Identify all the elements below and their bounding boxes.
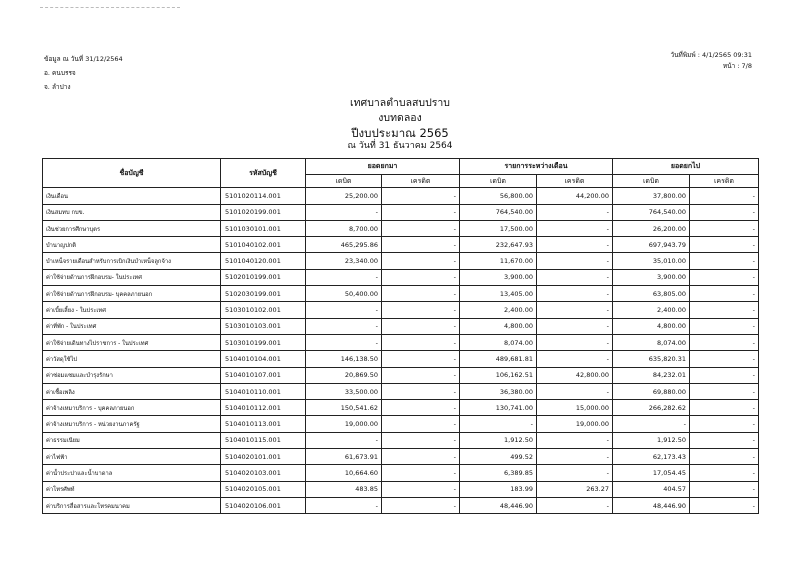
table-row [43, 334, 759, 350]
cell-cf-debit: 48,446.90 [613, 497, 690, 513]
cell-m-debit: 1,912.50 [460, 432, 537, 448]
cell-bf-credit: - [382, 220, 460, 236]
cell-cf-debit: 3,900.00 [613, 269, 690, 285]
cell-cf-debit: 266,282.62 [613, 400, 690, 416]
cell-m-debit: 2,400.00 [460, 302, 537, 318]
data-as-of: ข้อมูล ณ วันที่ 31/12/2564 [44, 55, 123, 63]
cell-m-debit: 4,800.00 [460, 318, 537, 334]
cell-bf-credit: - [382, 367, 460, 383]
cell-bf-credit: - [382, 497, 460, 513]
cell-m-debit: 48,446.90 [460, 497, 537, 513]
cell-bf-credit: - [382, 237, 460, 253]
col-monthly: รายการระหว่างเดือน [460, 159, 613, 175]
table-row [43, 220, 759, 236]
table-row [43, 237, 759, 253]
cell-cf-debit: 26,200.00 [613, 220, 690, 236]
cell-account-name: ค่าใช้จ่ายด้านการฝึกอบรม- บุคคลภายนอก [43, 286, 221, 302]
cell-bf-debit: - [306, 269, 382, 285]
cell-m-credit: - [537, 334, 613, 350]
cell-cf-debit: 635,820.31 [613, 351, 690, 367]
cell-account-name: ค่าใช้จ่ายด้านการฝึกอบรม- ในประเทศ [43, 269, 221, 285]
cell-cf-debit: 4,800.00 [613, 318, 690, 334]
col-bf-credit: เครดิต [382, 175, 460, 188]
cell-bf-credit: - [382, 465, 460, 481]
cell-m-debit: 8,074.00 [460, 334, 537, 350]
cell-m-debit: 232,647.93 [460, 237, 537, 253]
cell-bf-debit: 19,000.00 [306, 416, 382, 432]
cell-cf-credit: - [690, 318, 759, 334]
table-row [43, 302, 759, 318]
cell-bf-credit: - [382, 302, 460, 318]
cell-m-debit: 56,800.00 [460, 188, 537, 204]
cell-account-name: ค่าบริการสื่อสารและโทรคมนาคม [43, 497, 221, 513]
cell-m-credit: - [537, 383, 613, 399]
table-row [43, 400, 759, 416]
cell-m-credit: - [537, 237, 613, 253]
cell-account-code: 5104010107.001 [221, 367, 306, 383]
cell-account-name: ค่าไฟฟ้า [43, 449, 221, 465]
cell-account-code: 5103010103.001 [221, 318, 306, 334]
cell-cf-debit: 37,800.00 [613, 188, 690, 204]
cell-m-debit: - [460, 416, 537, 432]
cell-account-name: ค่าใช้จ่ายเดินทางไปราชการ - ในประเทศ [43, 334, 221, 350]
cell-cf-debit: - [613, 416, 690, 432]
district: อ. คนบรรจ [44, 69, 76, 77]
cell-cf-credit: - [690, 497, 759, 513]
cell-account-name: ค่าเชื้อเพลิง [43, 383, 221, 399]
cell-bf-debit: - [306, 204, 382, 220]
report-meta-left [44, 52, 123, 94]
table-row [43, 351, 759, 367]
col-m-debit: เดบิต [460, 175, 537, 188]
cell-cf-credit: - [690, 432, 759, 448]
cell-m-credit: 263.27 [537, 481, 613, 497]
cell-bf-debit: - [306, 334, 382, 350]
cell-bf-debit: 150,541.62 [306, 400, 382, 416]
cell-cf-credit: - [690, 286, 759, 302]
cell-cf-debit: 35,010.00 [613, 253, 690, 269]
cell-m-credit: - [537, 204, 613, 220]
cell-bf-debit: 61,673.91 [306, 449, 382, 465]
cell-cf-debit: 8,074.00 [613, 334, 690, 350]
cell-bf-credit: - [382, 204, 460, 220]
cell-account-name: เงินเดือน [43, 188, 221, 204]
cell-account-name: ค่าจ้างเหมาบริการ - หน่วยงานภาครัฐ [43, 416, 221, 432]
cell-bf-debit: 483.85 [306, 481, 382, 497]
col-account-code: รหัสบัญชี [221, 159, 306, 188]
cell-m-debit: 183.99 [460, 481, 537, 497]
cell-account-code: 5104020101.001 [221, 449, 306, 465]
cell-cf-credit: - [690, 449, 759, 465]
cell-bf-debit: - [306, 497, 382, 513]
fiscal-year: ปีงบประมาณ 2565 [351, 126, 449, 140]
page-number: หน้า : 7/8 [722, 62, 752, 70]
cell-account-code: 5101040120.001 [221, 253, 306, 269]
cell-account-code: 5104020103.001 [221, 465, 306, 481]
cell-bf-credit: - [382, 383, 460, 399]
cell-bf-credit: - [382, 400, 460, 416]
cell-account-code: 5101030101.001 [221, 220, 306, 236]
cell-bf-debit: 25,200.00 [306, 188, 382, 204]
cell-m-credit: - [537, 286, 613, 302]
province: จ. ลำปาง [44, 83, 71, 91]
table-row [43, 465, 759, 481]
cell-account-code: 5103010199.001 [221, 334, 306, 350]
cell-account-name: ค่าซ่อมแซมและบำรุงรักษา [43, 367, 221, 383]
cell-cf-credit: - [690, 302, 759, 318]
table-row [43, 481, 759, 497]
col-bf-debit: เดบิต [306, 175, 382, 188]
cell-account-code: 5102030199.001 [221, 286, 306, 302]
cell-m-debit: 489,681.81 [460, 351, 537, 367]
cell-cf-credit: - [690, 334, 759, 350]
cell-bf-debit: 50,400.00 [306, 286, 382, 302]
cell-bf-debit: - [306, 432, 382, 448]
table-row [43, 416, 759, 432]
cell-account-code: 5104010113.001 [221, 416, 306, 432]
cell-cf-debit: 1,912.50 [613, 432, 690, 448]
cell-account-code: 5104010110.001 [221, 383, 306, 399]
cell-bf-credit: - [382, 286, 460, 302]
scan-artifact [40, 7, 180, 9]
table-row [43, 449, 759, 465]
cell-m-credit: - [537, 497, 613, 513]
cell-m-debit: 130,741.00 [460, 400, 537, 416]
table-row [43, 318, 759, 334]
cell-account-code: 5103010102.001 [221, 302, 306, 318]
col-account-name: ชื่อบัญชี [43, 159, 221, 188]
cell-cf-debit: 62,173.43 [613, 449, 690, 465]
report-titles [0, 96, 800, 152]
cell-bf-debit: 23,340.00 [306, 253, 382, 269]
cell-cf-credit: - [690, 465, 759, 481]
cell-cf-debit: 17,054.45 [613, 465, 690, 481]
cell-m-debit: 13,405.00 [460, 286, 537, 302]
cell-bf-credit: - [382, 449, 460, 465]
cell-m-debit: 3,900.00 [460, 269, 537, 285]
cell-cf-credit: - [690, 383, 759, 399]
org-name: เทศบาลตำบลสบปราบ [350, 97, 450, 109]
cell-m-debit: 6,389.85 [460, 465, 537, 481]
report-name: งบทดลอง [378, 112, 422, 124]
cell-account-name: บำนาญปกติ [43, 237, 221, 253]
cell-m-debit: 106,162.51 [460, 367, 537, 383]
cell-m-debit: 764,540.00 [460, 204, 537, 220]
table-row [43, 188, 759, 204]
cell-account-name: ค่าที่พัก - ในประเทศ [43, 318, 221, 334]
cell-m-credit: - [537, 465, 613, 481]
cell-m-credit: - [537, 269, 613, 285]
cell-m-credit: - [537, 253, 613, 269]
cell-cf-credit: - [690, 253, 759, 269]
cell-m-credit: 15,000.00 [537, 400, 613, 416]
cell-cf-debit: 697,943.79 [613, 237, 690, 253]
cell-m-credit: - [537, 318, 613, 334]
cell-cf-debit: 404.57 [613, 481, 690, 497]
cell-account-name: ค่าธรรมเนียม [43, 432, 221, 448]
table-row [43, 253, 759, 269]
col-cf-debit: เดบิต [613, 175, 690, 188]
cell-account-code: 5101020114.001 [221, 188, 306, 204]
cell-cf-credit: - [690, 400, 759, 416]
table-row [43, 383, 759, 399]
cell-account-code: 5104010112.001 [221, 400, 306, 416]
cell-cf-debit: 63,805.00 [613, 286, 690, 302]
cell-account-name: ค่าวัสดุใช้ไป [43, 351, 221, 367]
table-row [43, 367, 759, 383]
cell-cf-credit: - [690, 188, 759, 204]
cell-bf-credit: - [382, 269, 460, 285]
cell-bf-credit: - [382, 253, 460, 269]
cell-cf-credit: - [690, 220, 759, 236]
cell-bf-debit: - [306, 302, 382, 318]
table-row [43, 204, 759, 220]
cell-account-name: เงินช่วยการศึกษาบุตร [43, 220, 221, 236]
cell-account-code: 5101020199.001 [221, 204, 306, 220]
cell-m-debit: 11,670.00 [460, 253, 537, 269]
cell-bf-credit: - [382, 188, 460, 204]
cell-account-code: 5104010115.001 [221, 432, 306, 448]
cell-m-credit: - [537, 351, 613, 367]
cell-account-code: 5104020106.001 [221, 497, 306, 513]
col-carried-forward: ยอดยกไป [613, 159, 759, 175]
col-m-credit: เครดิต [537, 175, 613, 188]
trial-balance-table [42, 158, 759, 514]
cell-cf-debit: 2,400.00 [613, 302, 690, 318]
print-date: วันที่พิมพ์ : 4/1/2565 09:31 [670, 51, 752, 59]
cell-bf-credit: - [382, 351, 460, 367]
table-row [43, 497, 759, 513]
cell-account-code: 5101040102.001 [221, 237, 306, 253]
cell-cf-credit: - [690, 416, 759, 432]
cell-bf-debit: - [306, 318, 382, 334]
cell-m-credit: 44,200.00 [537, 188, 613, 204]
cell-m-debit: 499.52 [460, 449, 537, 465]
cell-account-name: ค่าโทรศัพท์ [43, 481, 221, 497]
cell-cf-debit: 69,880.00 [613, 383, 690, 399]
cell-cf-credit: - [690, 269, 759, 285]
cell-bf-credit: - [382, 334, 460, 350]
cell-account-code: 5102010199.001 [221, 269, 306, 285]
table-body [43, 188, 759, 514]
cell-account-name: ค่าจ้างเหมาบริการ - บุคคลภายนอก [43, 400, 221, 416]
table-row [43, 432, 759, 448]
cell-cf-credit: - [690, 481, 759, 497]
cell-bf-credit: - [382, 432, 460, 448]
cell-bf-debit: 465,295.86 [306, 237, 382, 253]
cell-cf-credit: - [690, 204, 759, 220]
table-row [43, 286, 759, 302]
cell-bf-debit: 33,500.00 [306, 383, 382, 399]
cell-bf-credit: - [382, 416, 460, 432]
cell-m-credit: - [537, 432, 613, 448]
cell-cf-debit: 84,232.01 [613, 367, 690, 383]
cell-account-code: 5104010104.001 [221, 351, 306, 367]
cell-bf-debit: 146,138.50 [306, 351, 382, 367]
cell-account-name: ค่าเบี้ยเลี้ยง - ในประเทศ [43, 302, 221, 318]
report-meta-right [670, 50, 752, 72]
cell-cf-credit: - [690, 237, 759, 253]
cell-m-credit: - [537, 302, 613, 318]
cell-account-code: 5104020105.001 [221, 481, 306, 497]
cell-cf-debit: 764,540.00 [613, 204, 690, 220]
cell-bf-credit: - [382, 318, 460, 334]
col-cf-credit: เครดิต [690, 175, 759, 188]
cell-bf-credit: - [382, 481, 460, 497]
table-row [43, 269, 759, 285]
cell-m-debit: 36,380.00 [460, 383, 537, 399]
cell-m-debit: 17,500.00 [460, 220, 537, 236]
as-of-date: ณ วันที่ 31 ธันวาคม 2564 [347, 141, 453, 151]
cell-bf-debit: 10,664.60 [306, 465, 382, 481]
cell-bf-debit: 8,700.00 [306, 220, 382, 236]
cell-account-name: เงินสมทบ กบข. [43, 204, 221, 220]
cell-account-name: บำเหน็จรายเดือนสำหรับการเบิกเงินบำเหน็จลูกจ้าง [43, 253, 221, 269]
col-brought-forward: ยอดยกมา [306, 159, 460, 175]
cell-cf-credit: - [690, 367, 759, 383]
cell-bf-debit: 20,869.50 [306, 367, 382, 383]
cell-cf-credit: - [690, 351, 759, 367]
cell-account-name: ค่าน้ำประปาและน้ำบาดาล [43, 465, 221, 481]
cell-m-credit: 19,000.00 [537, 416, 613, 432]
cell-m-credit: 42,800.00 [537, 367, 613, 383]
cell-m-credit: - [537, 220, 613, 236]
cell-m-credit: - [537, 449, 613, 465]
